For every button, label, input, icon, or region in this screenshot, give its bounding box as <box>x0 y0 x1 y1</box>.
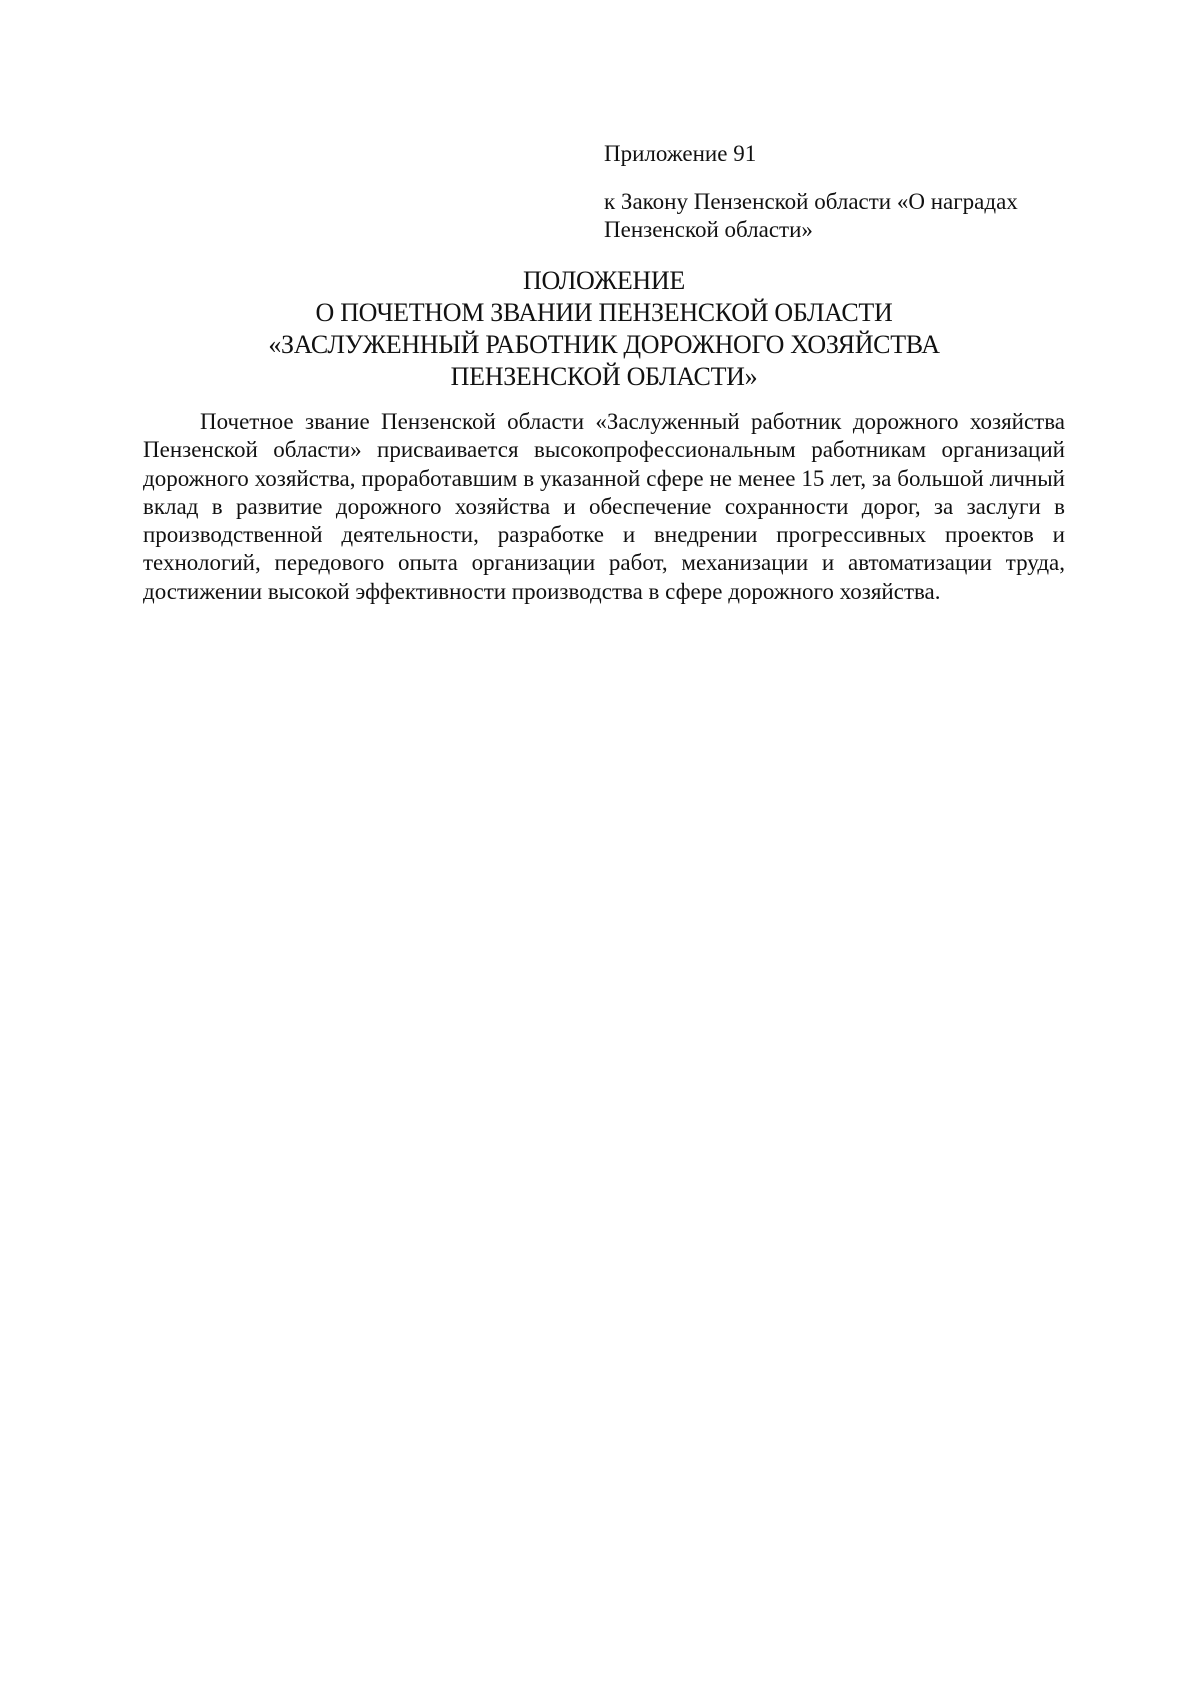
title-line-1: ПОЛОЖЕНИЕ <box>523 266 685 295</box>
title-line-4: ПЕНЗЕНСКОЙ ОБЛАСТИ» <box>450 362 758 391</box>
body-paragraph: Почетное звание Пензенской области «Заслуженный работник дорожного хозяйства Пензенской области» присваивается высокопрофессиональным работникам организаций дорожного хозяйства, проработавшим в указанной сфере не менее 15 лет, за большой личный вклад в развитие дорожного хозяйства и обеспечение сохранности дорог, за заслуги в производственной деятельности, разработке и внедрении прогрессивных проектов и технологий, передового опыта организации работ, механизации и автоматизации труда, достижении высокой эффективности производства в сфере дорожного хозяйства. <box>143 409 1065 604</box>
title-line-3: «ЗАСЛУЖЕННЫЙ РАБОТНИК ДОРОЖНОГО ХОЗЯЙСТВА <box>268 330 940 359</box>
document-title <box>143 265 1065 393</box>
law-reference: к Закону Пензенской области «О наградах Пензенской области» <box>604 189 1018 242</box>
title-line-2: О ПОЧЕТНОМ ЗВАНИИ ПЕНЗЕНСКОЙ ОБЛАСТИ <box>315 298 893 327</box>
appendix-number: Приложение 91 <box>604 141 757 166</box>
appendix-header <box>604 140 1074 244</box>
